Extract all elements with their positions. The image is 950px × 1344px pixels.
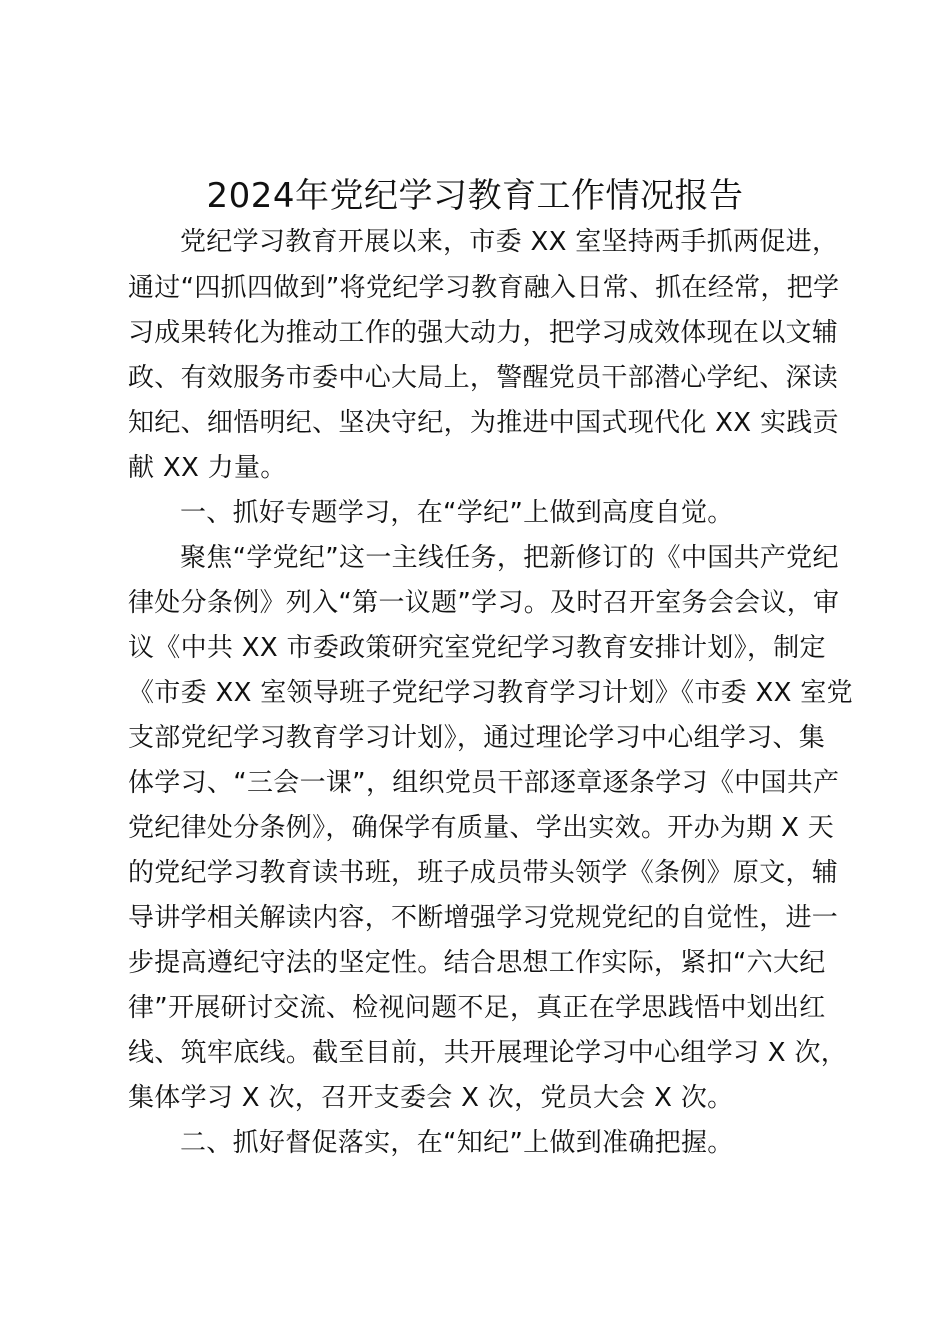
paragraph-2-line-2: 律处分条例》列入“第一议题”学习。及时召开室务会会议，审: [128, 588, 840, 618]
paragraph-1-line-5: 知纪、细悟明纪、坚决守纪，为推进中国式现代化 XX 实践贡: [128, 408, 839, 438]
paragraph-2-line-4: 《市委 XX 室领导班子党纪学习教育学习计划》《市委 XX 室党: [128, 678, 853, 708]
paragraph-2-line-12: 线、筑牢底线。截至目前，共开展理论学习中心组学习 X 次，: [128, 1038, 848, 1068]
paragraph-1-line-3: 习成果转化为推动工作的强大动力，把学习成效体现在以文辅: [128, 318, 839, 348]
paragraph-2-line-7: 党纪律处分条例》，确保学有质量、学出实效。开办为期 X 天: [128, 813, 835, 843]
paragraph-1-line-2: 通过“四抓四做到”将党纪学习教育融入日常、抓在经常，把学: [128, 273, 840, 303]
paragraph-2-line-9: 导讲学相关解读内容，不断增强学习党规党纪的自觉性，进一: [128, 903, 839, 933]
paragraph-1-line-4: 政、有效服务市委中心大局上，警醒党员干部潜心学纪、深读: [128, 363, 839, 393]
paragraph-2-line-1: 聚焦“学党纪”这一主线任务，把新修订的《中国共产党纪: [180, 543, 839, 573]
paragraph-2-line-10: 步提高遵纪守法的坚定性。结合思想工作实际，紧扣“六大纪: [128, 948, 826, 978]
paragraph-2-line-8: 的党纪学习教育读书班，班子成员带头领学《条例》原文，辅: [128, 858, 839, 888]
paragraph-1-line-6: 献 XX 力量。: [128, 453, 287, 483]
paragraph-1-line-1: 党纪学习教育开展以来，市委 XX 室坚持两手抓两促进，: [180, 227, 839, 257]
paragraph-2-line-3: 议《中共 XX 市委政策研究室党纪学习教育安排计划》，制定: [128, 633, 826, 663]
section-heading-1: 一、抓好专题学习，在“学纪”上做到高度自觉。: [180, 498, 734, 528]
paragraph-2-line-13: 集体学习 X 次，召开支委会 X 次，党员大会 X 次。: [128, 1083, 734, 1113]
paragraph-2-line-6: 体学习、“三会一课”，组织党员干部逐章逐条学习《中国共产: [128, 768, 840, 798]
paragraph-2-line-11: 律”开展研讨交流、检视问题不足，真正在学思践悟中划出红: [128, 993, 826, 1023]
paragraph-2-line-5: 支部党纪学习教育学习计划》，通过理论学习中心组学习、集: [128, 723, 826, 753]
section-heading-2: 二、抓好督促落实，在“知纪”上做到准确把握。: [180, 1128, 734, 1158]
document-title: 2024年党纪学习教育工作情况报告: [206, 176, 744, 216]
